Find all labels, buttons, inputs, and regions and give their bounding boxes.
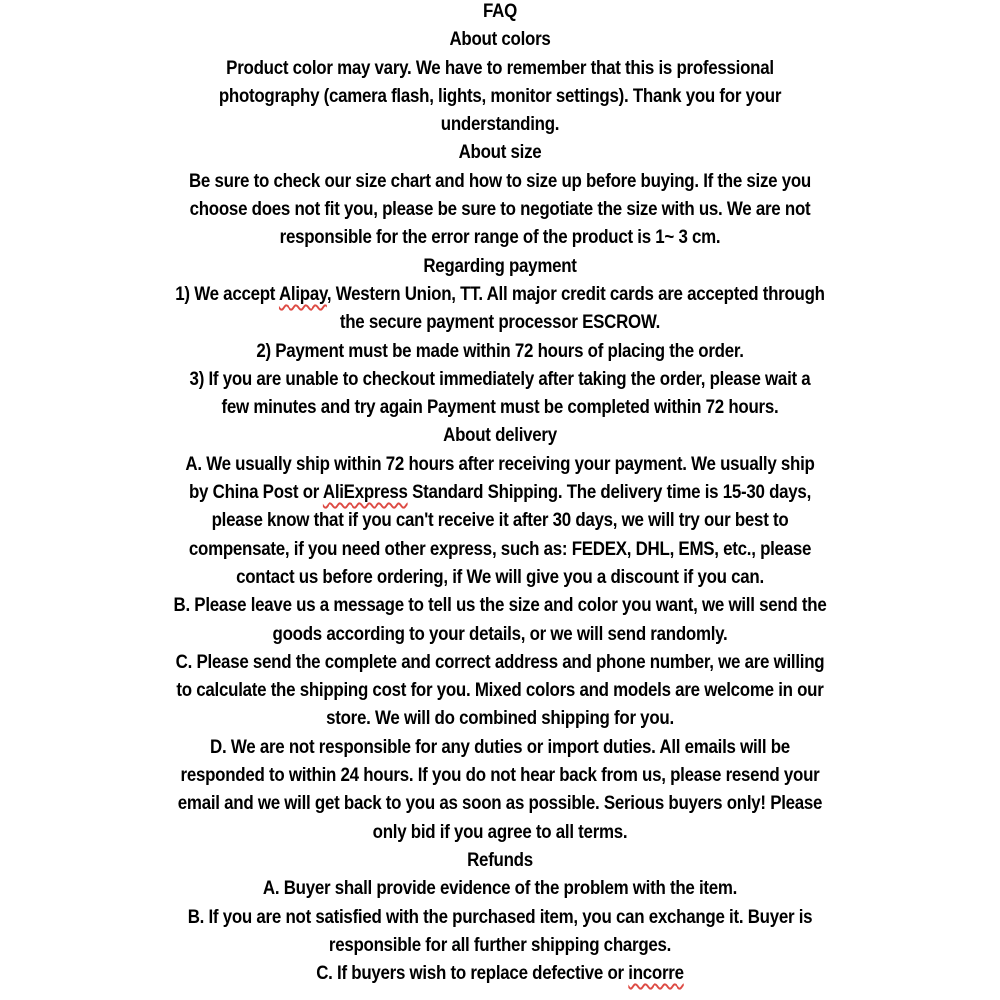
text-line: responsible for the error range of the product is 1~ 3 cm. xyxy=(279,227,721,249)
section-heading: About colors xyxy=(449,29,551,51)
text-line: only bid if you agree to all terms. xyxy=(372,821,628,843)
text-line: by China Post or AliExpress Standard Shipping. The delivery time is 15-30 days, xyxy=(188,482,811,504)
text-line: A. We usually ship within 72 hours after receiving your payment. We usually ship xyxy=(185,453,815,475)
misspelled-word: incorre xyxy=(628,963,684,985)
text-line: responsible for all further shipping charges. xyxy=(328,934,672,956)
text-line: C. If buyers wish to replace defective or incorre xyxy=(316,963,684,985)
faq-body xyxy=(55,26,945,988)
text-line: photography (camera flash, lights, monitor settings). Thank you for your xyxy=(218,85,782,107)
text-line: 3) If you are unable to checkout immediately after taking the order, please wait a xyxy=(189,368,811,390)
text-line: store. We will do combined shipping for you. xyxy=(326,708,674,730)
text-line: A. Buyer shall provide evidence of the problem with the item. xyxy=(262,878,738,900)
text-line: B. If you are not satisfied with the purchased item, you can exchange it. Buyer is xyxy=(187,906,813,928)
text-line: understanding. xyxy=(440,114,560,136)
text-line: responded to within 24 hours. If you do not hear back from us, please resend your xyxy=(180,765,820,787)
text-line: email and we will get back to you as soon as possible. Serious buyers only! Please xyxy=(177,793,823,815)
text-line: to calculate the shipping cost for you. Mixed colors and models are welcome in our xyxy=(176,680,824,702)
misspelled-word: Alipay xyxy=(278,283,327,305)
faq-document xyxy=(55,0,945,988)
section-heading: About delivery xyxy=(443,425,557,447)
text-line: please know that if you can't receive it after 30 days, we will try our best to xyxy=(211,510,789,532)
faq-title: FAQ xyxy=(483,1,517,22)
text-line: choose does not fit you, please be sure to negotiate the size with us. We are not xyxy=(189,199,811,221)
text-line: Be sure to check our size chart and how to size up before buying. If the size you xyxy=(188,170,811,192)
text-line: goods according to your details, or we will send randomly. xyxy=(272,623,728,645)
text-line: compensate, if you need other express, such as: FEDEX, DHL, EMS, etc., please xyxy=(188,538,812,560)
text-line: few minutes and try again Payment must be completed within 72 hours. xyxy=(221,397,779,419)
text-line: B. Please leave us a message to tell us the size and color you want, we will send the xyxy=(173,595,827,617)
misspelled-word: AliExpress xyxy=(322,482,408,504)
text-line: 2) Payment must be made within 72 hours of placing the order. xyxy=(256,340,744,362)
section-heading: About size xyxy=(458,142,542,164)
text-line: Product color may vary. We have to remember that this is professional xyxy=(226,57,774,79)
text-line: the secure payment processor ESCROW. xyxy=(339,312,661,334)
text-line: 1) We accept Alipay, Western Union, TT. All major credit cards are accepted through xyxy=(175,283,825,305)
section-heading: Regarding payment xyxy=(423,255,577,277)
text-line: C. Please send the complete and correct address and phone number, we are willing xyxy=(175,651,825,673)
text-line: contact us before ordering, if We will give you a discount if you can. xyxy=(236,566,764,588)
section-heading: Refunds xyxy=(467,849,533,871)
text-line: D. We are not responsible for any duties or import duties. All emails will be xyxy=(210,736,790,758)
